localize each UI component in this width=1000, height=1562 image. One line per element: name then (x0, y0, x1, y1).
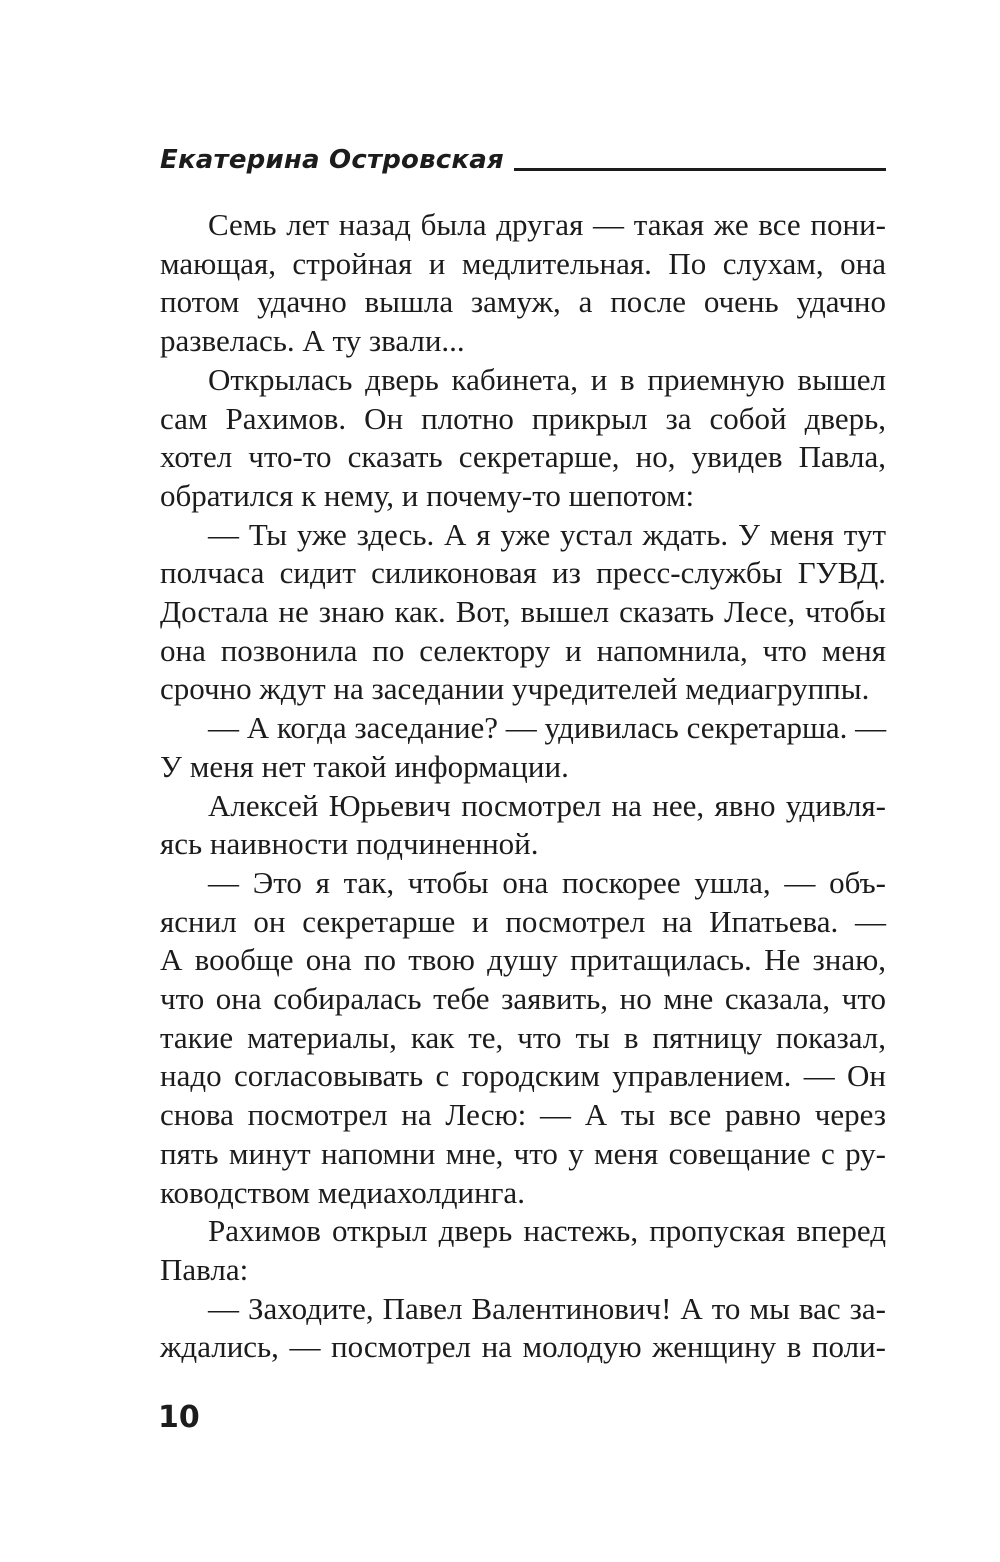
text-line: ясь наивности подчиненной. (160, 826, 539, 862)
paragraph (160, 206, 886, 361)
text-line: полчаса сидит силиконовая из пресс-службы ГУВД. (160, 555, 886, 591)
text-line: — А когда заседание? — удивилась секретарша. — (208, 710, 887, 746)
text-line: потом удачно вышла замуж, а после очень удачно (160, 284, 886, 320)
text-line: Открылась дверь кабинета, и в приемную вышел (208, 361, 886, 397)
paragraph (160, 787, 886, 864)
text-line: срочно ждут на заседании учредителей медиагруппы. (160, 671, 870, 707)
text-line: Достала не знаю как. Вот, вышел сказать Лесе, чтобы (160, 594, 886, 630)
page-number: 10 (158, 1400, 200, 1435)
text-line: Рахимов открыл дверь настежь, пропуская вперед (208, 1213, 886, 1249)
text-line: надо согласовывать с городским управлением. — Он (160, 1058, 886, 1094)
text-line: хотел что-то сказать секретарше, но, увидев Павла, (160, 439, 886, 475)
text-line: пять минут напомни мне, что у меня совещание с ру- (160, 1135, 886, 1171)
paragraph (160, 709, 886, 786)
text-line: У меня нет такой информации. (160, 748, 569, 784)
text-line: она позвонила по селектору и напомнила, что меня (160, 632, 886, 668)
text-line: — Это я так, чтобы она поскорее ушла, — объ- (208, 864, 886, 900)
text-line: снова посмотрел на Лесю: — А ты все равно через (160, 1097, 886, 1133)
text-line: — Ты уже здесь. А я уже устал ждать. У меня тут (208, 516, 886, 552)
text-line: развелась. А ту звали... (160, 323, 465, 359)
text-line: А вообще она по твою душу притащилась. Не знаю, (160, 942, 886, 978)
author-name: Екатерина Островская (160, 145, 504, 175)
paragraph (160, 1212, 886, 1289)
body-text (160, 206, 886, 1367)
text-line: обратился к нему, и почему-то шепотом: (160, 477, 695, 513)
text-line: Семь лет назад была другая — такая же все пони- (208, 207, 886, 242)
text-line: яснил он секретарше и посмотрел на Ипатьева. — (160, 903, 886, 939)
text-line: что она собиралась тебе заявить, но мне сказала, что (160, 981, 886, 1017)
text-line: мающая, стройная и медлительная. По слухам, она (160, 245, 886, 281)
paragraph (160, 516, 886, 710)
paragraph (160, 864, 886, 1212)
text-line: Алексей Юрьевич посмотрел на нее, явно удивля- (208, 787, 886, 823)
header-rule (514, 168, 886, 171)
text-line: — Заходите, Павел Валентинович! А то мы вас за- (208, 1290, 886, 1326)
text-line: ководством медиахолдинга. (160, 1174, 525, 1210)
text-line: сам Рахимов. Он плотно прикрыл за собой дверь, (160, 400, 886, 436)
text-line: Павла: (160, 1251, 249, 1287)
running-head (160, 138, 886, 182)
paragraph (160, 361, 886, 516)
text-line: ждались, — посмотрел на молодую женщину в поли- (160, 1329, 886, 1365)
text-line: такие материалы, как те, что ты в пятницу показал, (160, 1019, 886, 1055)
paragraph (160, 1290, 886, 1367)
